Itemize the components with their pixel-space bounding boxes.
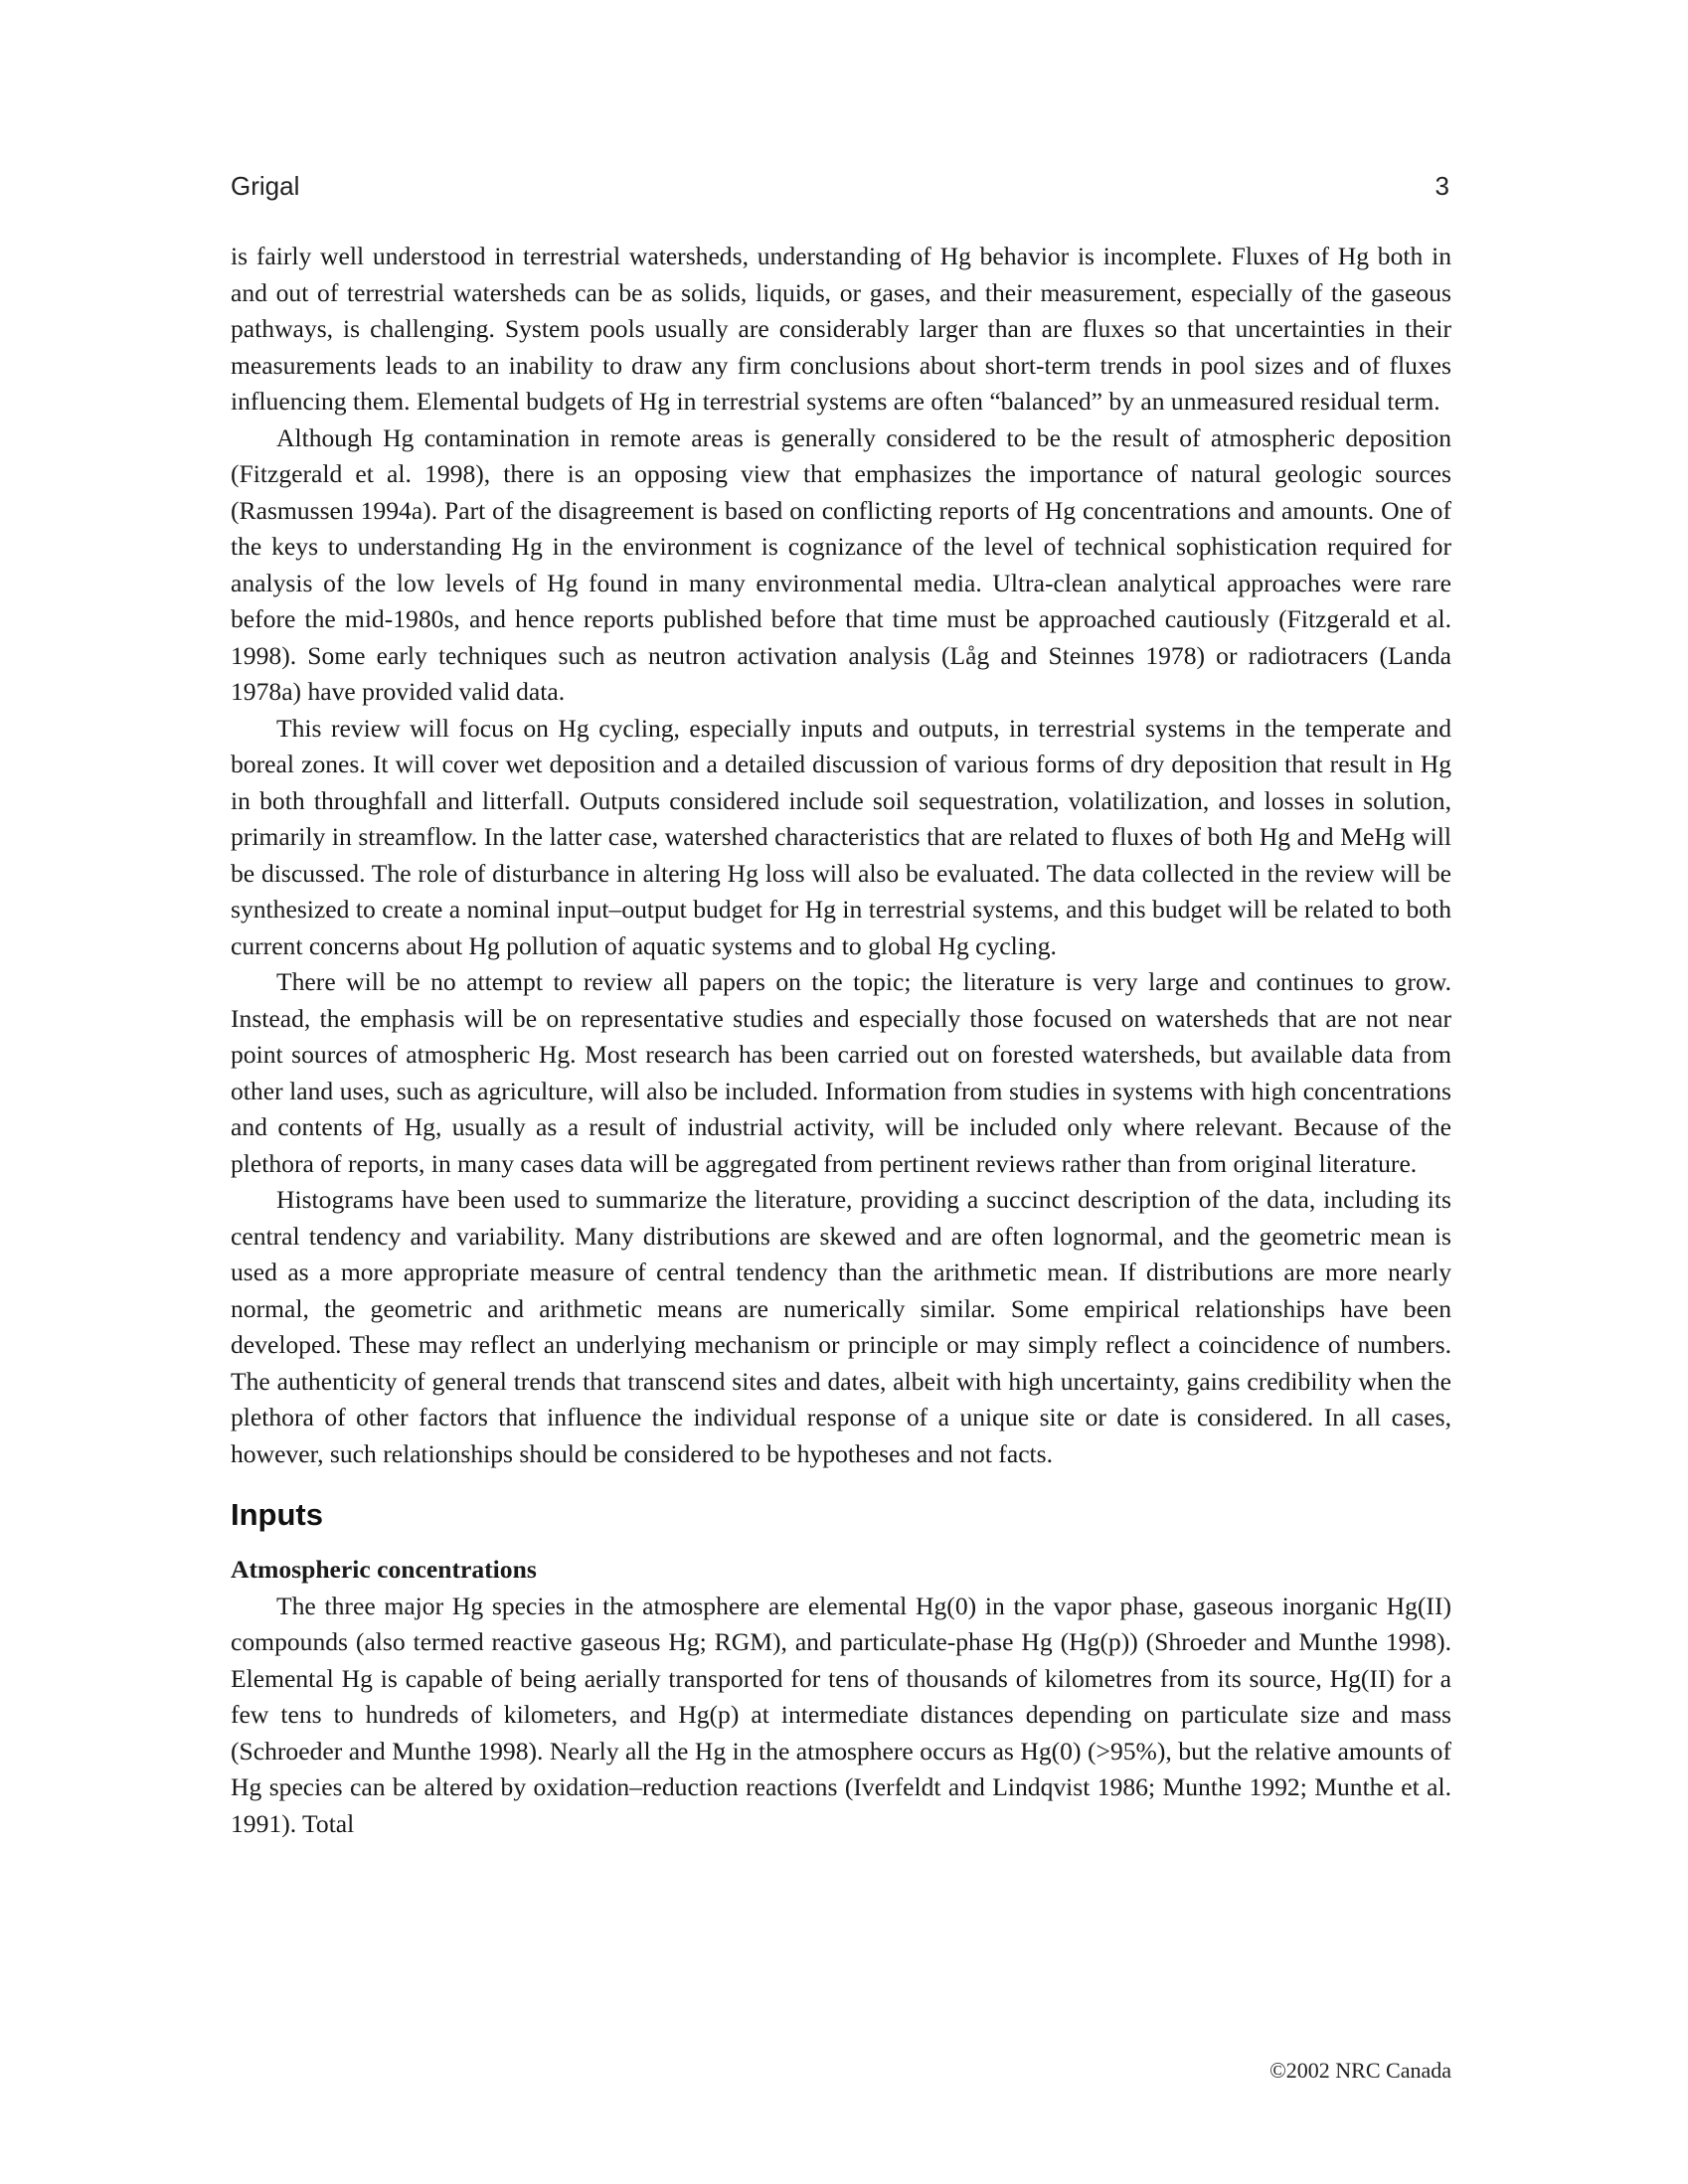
- paragraph-3: This review will focus on Hg cycling, especially inputs and outputs, in terrestrial systems in the temperate and boreal zones. It will cover wet deposition and a detailed discussion of various forms of dry deposition that result in Hg in both throughfall and litterfall. Outputs considered include soil sequestration, volatilization, and losses in solution, primarily in streamflow. In the latter case, watershed characteristics that are related to fluxes of both Hg and MeHg will be discussed. The role of disturbance in altering Hg loss will also be evaluated. The data collected in the review will be synthesized to create a nominal input–output budget for Hg in terrestrial systems, and this budget will be related to both current concerns about Hg pollution of aquatic systems and to global Hg cycling.: [231, 713, 1451, 960]
- running-head: Grigal: [231, 171, 300, 201]
- page-header: [231, 171, 1449, 207]
- body-text: [231, 239, 1451, 1842]
- copyright-notice: ©2002 NRC Canada: [1269, 2058, 1451, 2083]
- paragraph-1: is fairly well understood in terrestrial watersheds, understanding of Hg behavior is incomplete. Fluxes of Hg both in and out of terrestrial watersheds can be as solids, liquids, or gases, and their measurement, especially of the gaseous pathways, is challenging. System pools usually are considerably larger than are fluxes so that uncertainties in their measurements leads to an inability to draw any firm conclusions about short-term trends in pool sizes and of fluxes influencing them. Elemental budgets of Hg in terrestrial systems are often “balanced” by an unmeasured residual term.: [231, 242, 1451, 416]
- paragraph-6: The three major Hg species in the atmosphere are elemental Hg(0) in the vapor phase, gaseous inorganic Hg(II) compounds (also termed reactive gaseous Hg; RGM), and particulate-phase Hg (Hg(p)) (Shroeder and Munthe 1998). Elemental Hg is capable of being aerially transported for tens of thousands of kilometres from its source, Hg(II) for a few tens to hundreds of kilometers, and Hg(p) at intermediate distances depending on particulate size and mass (Schroeder and Munthe 1998). Nearly all the Hg in the atmosphere occurs as Hg(0) (>95%), but the relative amounts of Hg species can be altered by oxidation–reduction reactions (Iverfeldt and Lindqvist 1986; Munthe 1992; Munthe et al. 1991). Total: [231, 1591, 1451, 1838]
- paragraph-2: Although Hg contamination in remote areas is generally considered to be the result of atmospheric deposition (Fitzgerald et al. 1998), there is an opposing view that emphasizes the importance of natural geologic sources (Rasmussen 1994a). Part of the disagreement is based on conflicting reports of Hg concentrations and amounts. One of the keys to understanding Hg in the environment is cognizance of the level of technical sophistication required for analysis of the low levels of Hg found in many environmental media. Ultra-clean analytical approaches were rare before the mid-1980s, and hence reports published before that time must be approached cautiously (Fitzgerald et al. 1998). Some early techniques such as neutron activation analysis (Låg and Steinnes 1978) or radiotracers (Landa 1978a) have provided valid data.: [231, 422, 1451, 706]
- subsection-heading-atmospheric-concentrations: Atmospheric concentrations: [231, 1555, 537, 1584]
- paragraph-4: There will be no attempt to review all papers on the topic; the literature is very large and continues to grow. Instead, the emphasis will be on representative studies and especially those focused on watersheds that are not near point sources of atmospheric Hg. Most research has been carried out on forested watersheds, but available data from other land uses, such as agriculture, will also be included. Information from studies in systems with high concentrations and contents of Hg, usually as a result of industrial activity, will be included only where relevant. Because of the plethora of reports, in many cases data will be aggregated from pertinent reviews rather than from original literature.: [231, 967, 1451, 1178]
- section-heading-inputs: Inputs: [231, 1497, 323, 1532]
- page-number: 3: [1435, 171, 1449, 201]
- paragraph-5: Histograms have been used to summarize the literature, providing a succinct description of the data, including its central tendency and variability. Many distributions are skewed and are often lognormal, and the geometric mean is used as a more appropriate measure of central tendency than the arithmetic mean. If distributions are more nearly normal, the geometric and arithmetic means are numerically similar. Some empirical relationships have been developed. These may reflect an underlying mechanism or principle or may simply reflect a coincidence of numbers. The authenticity of general trends that transcend sites and dates, albeit with high uncertainty, gains credibility when the plethora of other factors that influence the individual response of a unique site or date is considered. In all cases, however, such relationships should be considered to be hypotheses and not facts.: [231, 1185, 1451, 1468]
